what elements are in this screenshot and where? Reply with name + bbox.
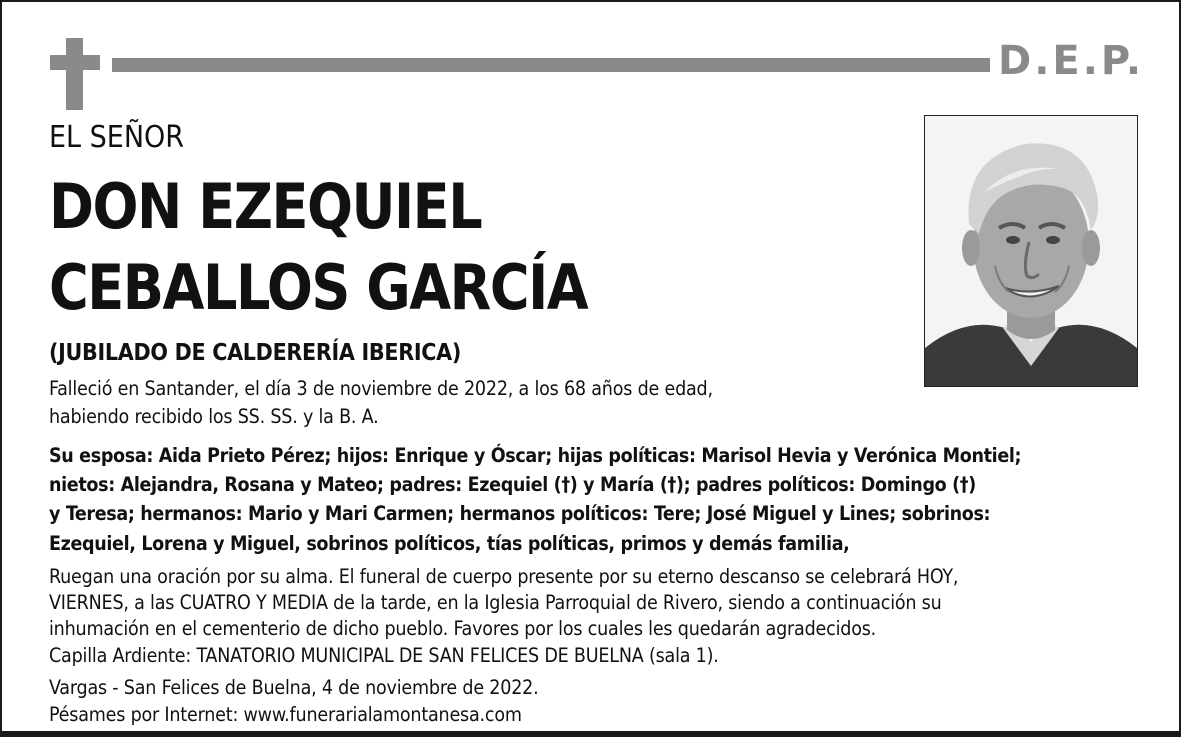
condolences-line: Pésames por Internet: www.funerarialamontanesa.com <box>49 703 522 726</box>
chapel-line: Capilla Ardiente: TANATORIO MUNICIPAL DE SAN FELICES DE BUELNA (sala 1). <box>49 644 719 667</box>
deceased-name-line2: CEBALLOS GARCÍA <box>49 251 588 324</box>
honorific: EL SEÑOR <box>49 120 185 155</box>
occupation: (JUBILADO DE CALDERERÍA IBERICA) <box>49 340 462 366</box>
header-rule <box>112 58 990 72</box>
death-notice-line: habiendo recibido los SS. SS. y la B. A. <box>49 405 379 428</box>
death-notice-line: Falleció en Santander, el día 3 de noviembre de 2022, a los 68 años de edad, <box>49 377 713 400</box>
place-date-line: Vargas - San Felices de Buelna, 4 de noviembre de 2022. <box>49 676 539 699</box>
family-line: Su esposa: Aida Prieto Pérez; hijos: Enrique y Óscar; hijas políticas: Marisol Hevia y Verónica Montiel; <box>49 444 1022 467</box>
portrait-photo <box>924 115 1138 387</box>
family-line: Ezequiel, Lorena y Miguel, sobrinos políticos, tías políticas, primos y demás familia, <box>49 532 850 555</box>
family-line: y Teresa; hermanos: Mario y Mari Carmen; hermanos políticos: Tere; José Miguel y Lines; sobrinos: <box>49 502 991 525</box>
cross-icon <box>50 38 100 110</box>
dep-label: D.E.P. <box>998 38 1145 84</box>
funeral-line: Ruegan una oración por su alma. El funeral de cuerpo presente por su eterno descanso se celebrará HOY, <box>49 565 959 588</box>
family-line: nietos: Alejandra, Rosana y Mateo; padres: Ezequiel (†) y María (†); padres políticos: Domingo (†) <box>49 473 976 496</box>
deceased-name-line1: DON EZEQUIEL <box>49 170 482 243</box>
funeral-line: inhumación en el cementerio de dicho pueblo. Favores por los cuales les quedarán agradecidos. <box>49 617 877 640</box>
funeral-line: VIERNES, a las CUATRO Y MEDIA de la tarde, en la Iglesia Parroquial de Rivero, siendo a continuación su <box>49 591 942 614</box>
